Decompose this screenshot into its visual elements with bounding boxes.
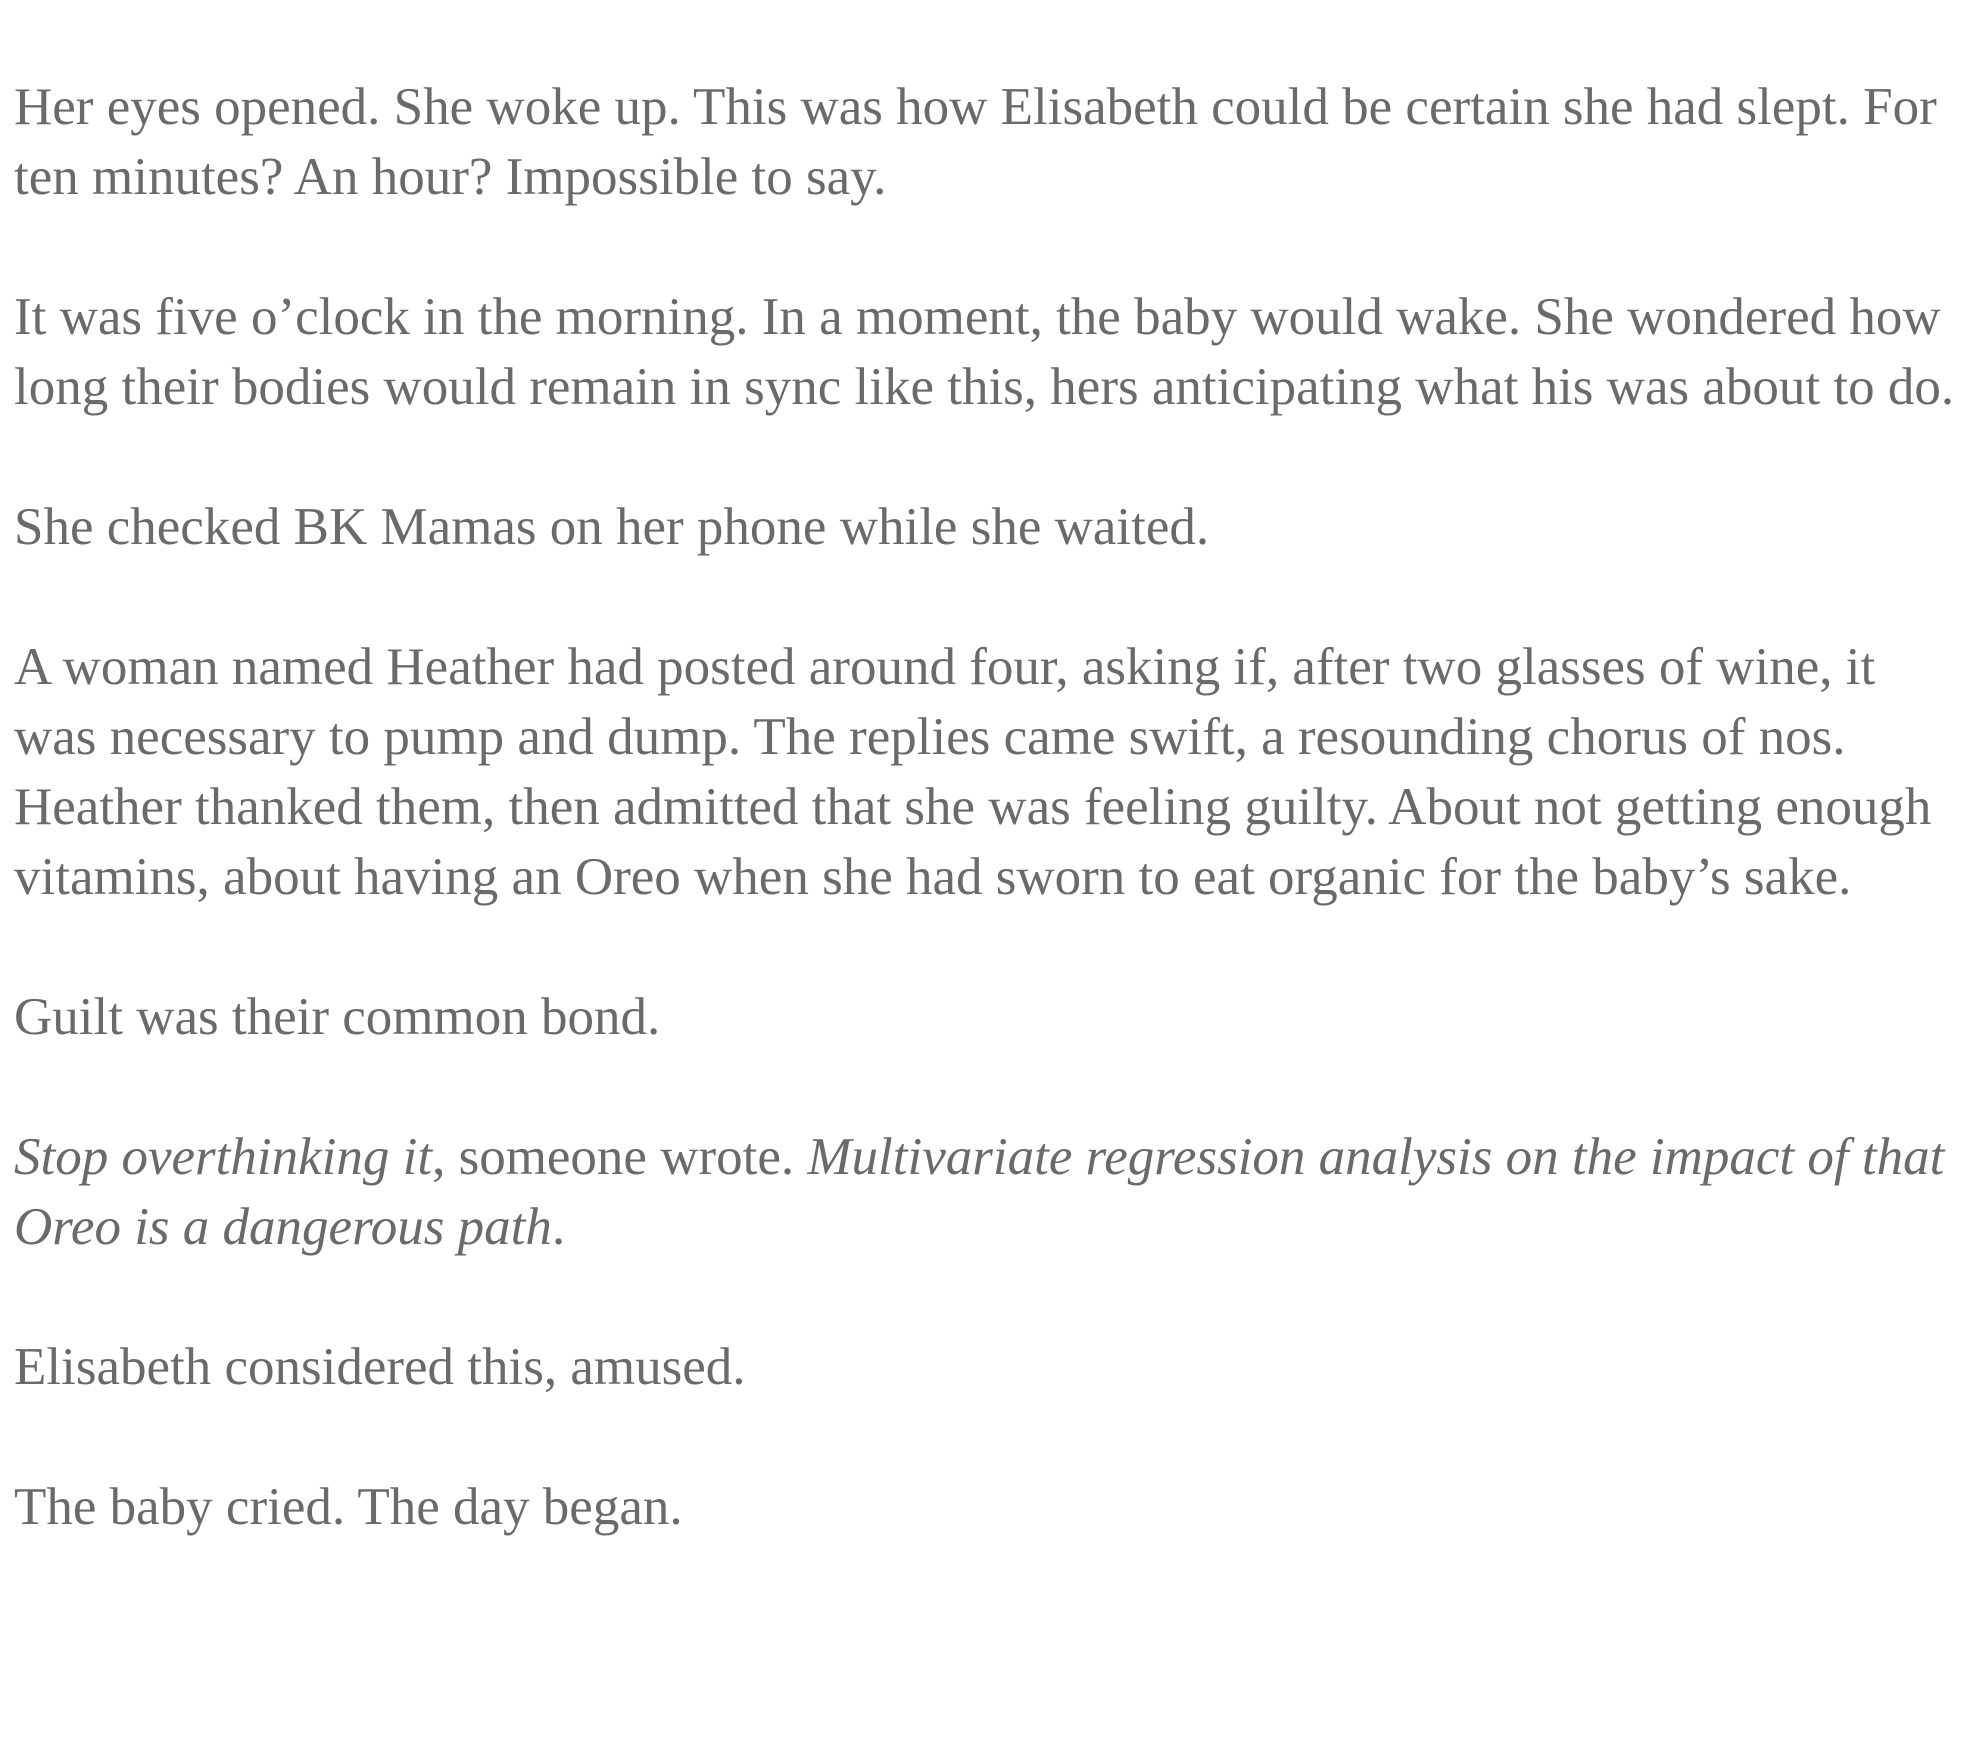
paragraph-2: It was five o’clock in the morning. In a moment, the baby would wake. She wondered how long their bodies would remain in sync like this, hers anticipating what his was about to do. — [14, 288, 1955, 416]
paragraph-5: Guilt was their common bond. — [14, 988, 661, 1046]
italic-quote-1: Stop overthinking it — [14, 1128, 433, 1186]
paragraph-8: The baby cried. The day began. — [14, 1478, 683, 1536]
document-body — [14, 72, 1964, 1542]
paragraph-3: She checked BK Mamas on her phone while she waited. — [14, 498, 1210, 556]
paragraph-4: A woman named Heather had posted around four, asking if, after two glasses of wine, it was necessary to pump and dump. The replies came swift, a resounding chorus of nos. Heather thanked them, then admitted that she was feeling guilty. About not getting enough vitamins, about having an Oreo when she had sworn to eat organic for the baby’s sake. — [14, 638, 1932, 906]
period: . — [551, 1198, 566, 1256]
attribution-text: , someone wrote. — [432, 1128, 808, 1186]
paragraph-1: Her eyes opened. She woke up. This was how Elisabeth could be certain she had slept. For ten minutes? An hour? Impossible to say. — [14, 78, 1937, 206]
paragraph-6 — [14, 1122, 1964, 1262]
italic-quote-2: Multivariate regression analysis on the impact of that Oreo is a dangerous path — [14, 1128, 1945, 1256]
paragraph-7: Elisabeth considered this, amused. — [14, 1338, 746, 1396]
